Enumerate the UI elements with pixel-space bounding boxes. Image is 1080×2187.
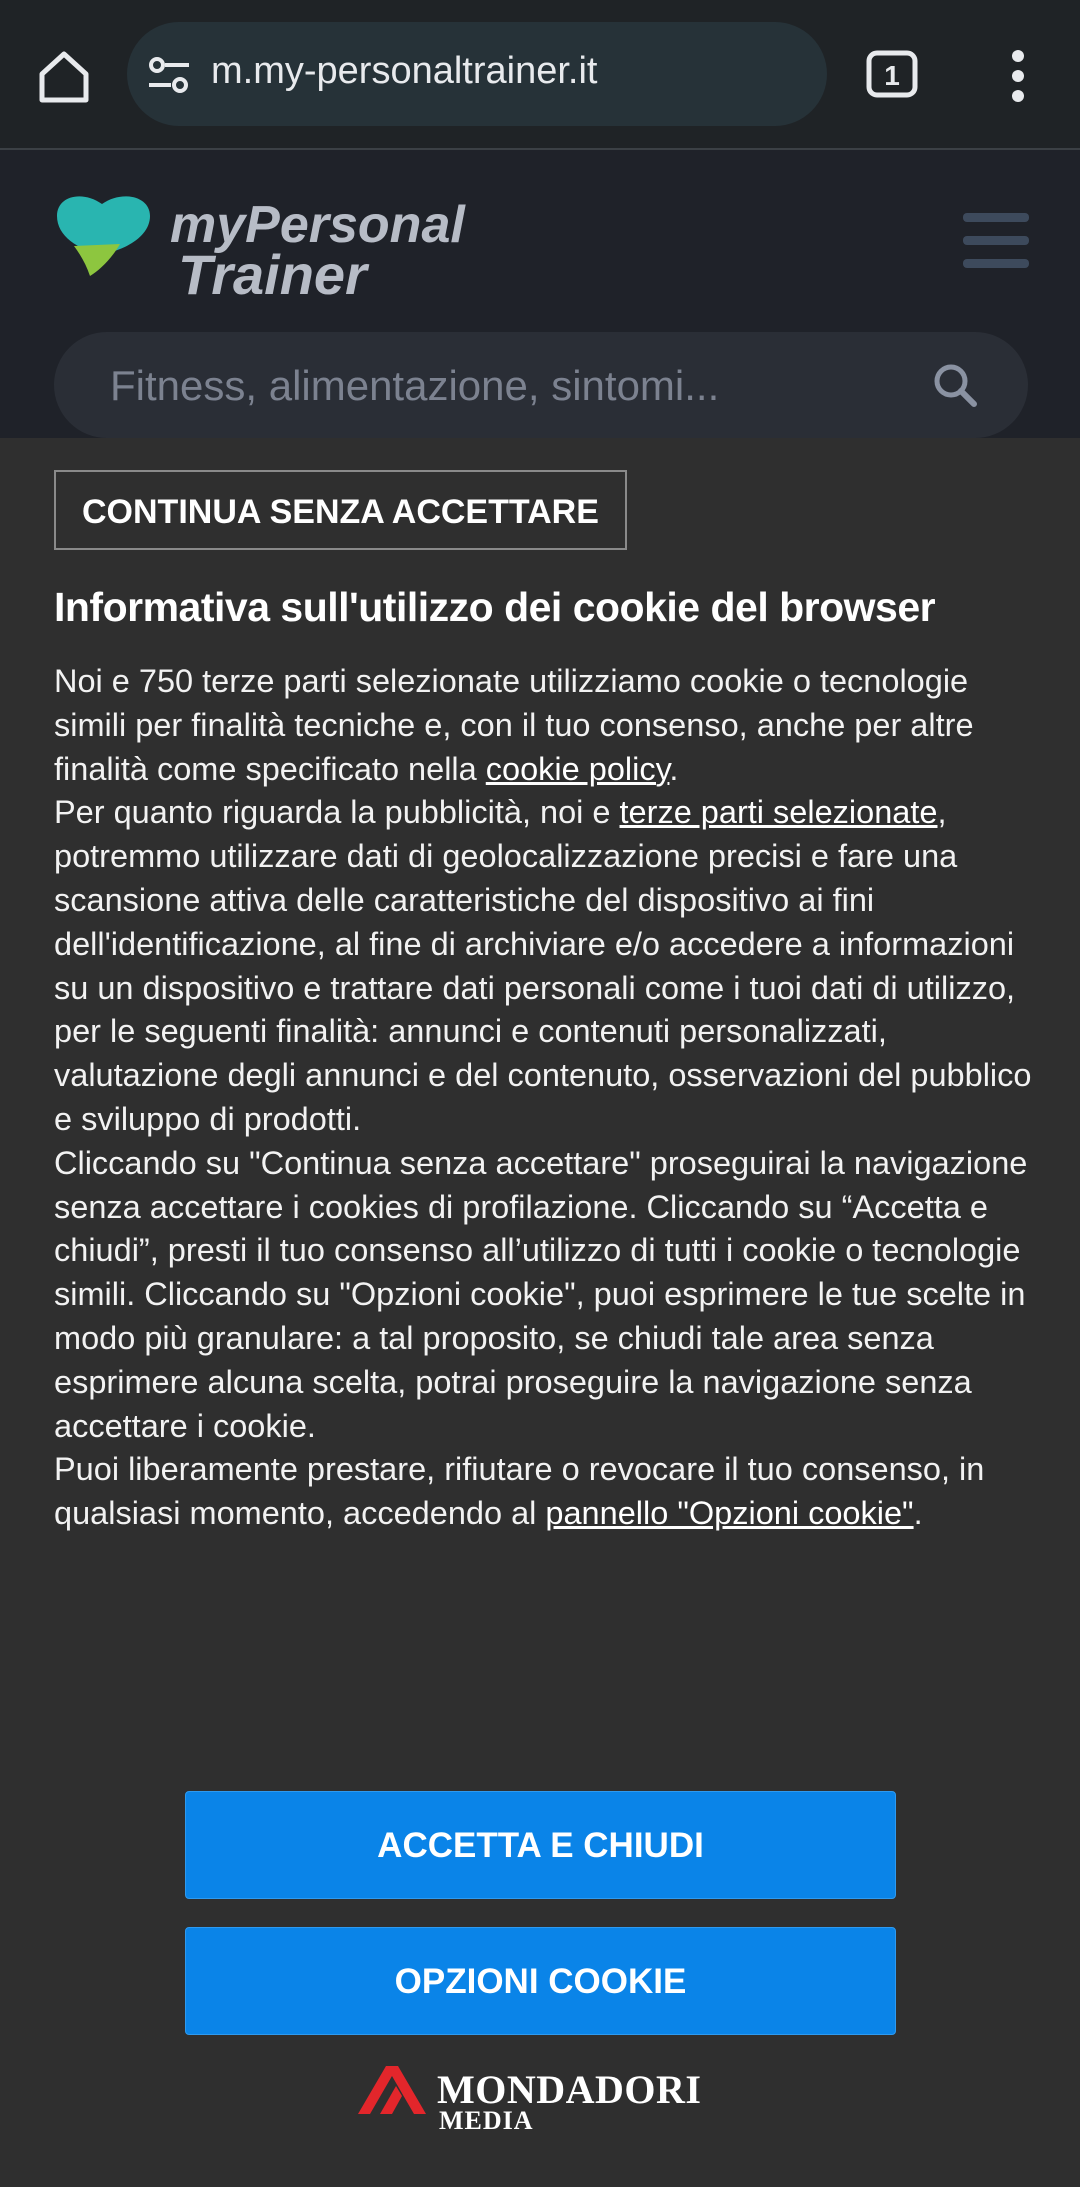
- address-bar[interactable]: [127, 22, 827, 126]
- tab-count: 1: [884, 60, 900, 91]
- paragraph-2-end: , potremmo utilizzare dati di geolocalizzazione precisi e fare una scansione attiva delle caratteristiche del dispositivo ai fini dell'identificazione, al fine di archiviare e/o accedere a informazioni su un dispositivo e trattare dati personali come i tuoi dati di utilizzo, per le seguenti finalità: annunci e contenuti personalizzati, valutazione degli annunci e del contenuto, osservazioni del pubblico e sviluppo di prodotti.: [54, 794, 1032, 1137]
- site-header: [0, 150, 1080, 440]
- paragraph-1: Noi e 750 terze parti selezionate utilizziamo cookie o tecnologie simili per finalità tecniche e, con il tuo consenso, anche per altre finalità come specificato nella: [54, 663, 974, 787]
- paragraph-2: Per quanto riguarda la pubblicità, noi e: [54, 794, 620, 831]
- site-settings-icon[interactable]: [147, 55, 191, 95]
- tab-count-icon: [866, 50, 918, 98]
- brand-sub: MEDIA: [439, 2106, 534, 2135]
- cookie-consent-panel: [0, 438, 1080, 2187]
- search-icon[interactable]: [932, 362, 978, 408]
- mondadori-mark-icon: [356, 2060, 436, 2116]
- home-icon[interactable]: [34, 46, 94, 106]
- browser-toolbar: [0, 0, 1080, 150]
- search-placeholder[interactable]: Fitness, alimentazione, sintomi...: [110, 362, 720, 409]
- hamburger-menu-icon[interactable]: [963, 213, 1029, 267]
- cookie-title: Informativa sull'utilizzo dei cookie del browser: [54, 584, 936, 630]
- paragraph-4: Puoi liberamente prestare, rifiutare o revocare il tuo consenso, in qualsiasi momento, accedendo al: [54, 1451, 985, 1532]
- more-options-icon[interactable]: [1004, 48, 1032, 104]
- paragraph-4-end: .: [913, 1495, 923, 1532]
- site-search-bar[interactable]: [54, 332, 1028, 438]
- cookie-policy-link[interactable]: cookie policy: [485, 750, 670, 787]
- logo-text-bottom: Trainer: [178, 243, 367, 304]
- tab-switcher-button[interactable]: [866, 50, 918, 98]
- mondadori-media-logo: [356, 2060, 726, 2140]
- paragraph-1-end: .: [669, 750, 679, 787]
- logo-text-top: myPersonal: [170, 196, 465, 254]
- cookie-options-button[interactable]: OPZIONI COOKIE: [185, 1927, 896, 2035]
- cookie-options-panel-link[interactable]: pannello "Opzioni cookie": [545, 1495, 914, 1532]
- site-logo[interactable]: [54, 184, 494, 304]
- continue-without-accepting-button[interactable]: CONTINUA SENZA ACCETTARE: [54, 470, 627, 550]
- selected-third-parties-link[interactable]: terze parti selezionate: [619, 794, 938, 831]
- accept-and-close-button[interactable]: ACCETTA E CHIUDI: [185, 1791, 896, 1899]
- brand-name: MONDADORI: [437, 2067, 702, 2112]
- cookie-body-text: [54, 660, 1044, 1536]
- paragraph-3: Cliccando su "Continua senza accettare" proseguirai la navigazione senza accettare i cookies di profilazione. Cliccando su “Accetta e chiudi”, presti il tuo consenso all’utilizzo di tutti i cookie o tecnologie simili. Cliccando su "Opzioni cookie", puoi esprimere le tue scelte in modo più granulare: a tal proposito, se chiudi tale area senza esprimere alcuna scelta, potrai proseguire la navigazione senza accettare i cookie.: [54, 1144, 1028, 1444]
- url-text[interactable]: m.my-personaltrainer.it: [211, 50, 598, 92]
